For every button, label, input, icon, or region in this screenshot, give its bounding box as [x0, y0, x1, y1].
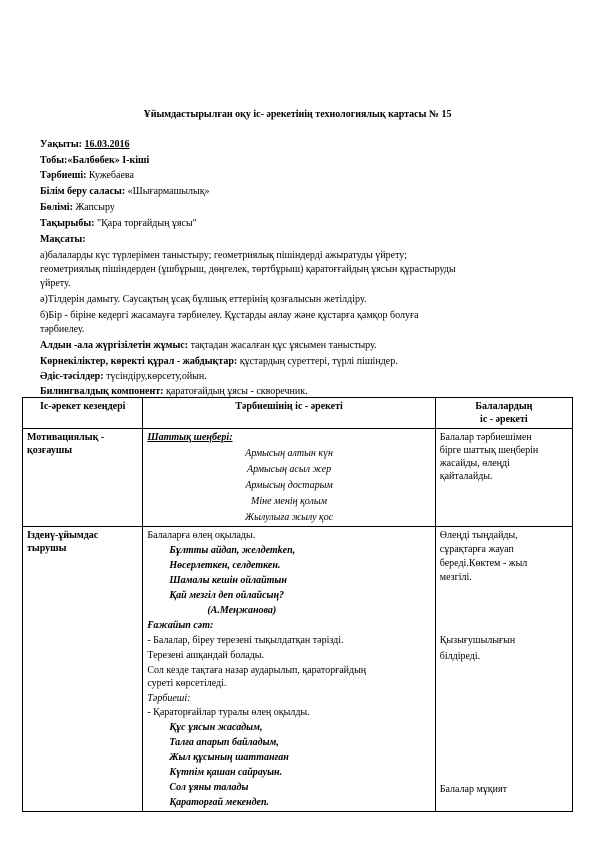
header-children [435, 398, 572, 429]
children-line: сұрақтарға жауап [439, 544, 514, 555]
teacher-line: суреті көрсетіледі. [147, 678, 227, 689]
poem-line: Жылулыға жылу қос [244, 512, 334, 523]
date-label: Уақыты: [40, 139, 85, 150]
goal-a-line-3: үйрету. [40, 278, 71, 289]
teacher-line [40, 169, 560, 182]
date-value: 16.03.2016 [84, 139, 130, 150]
stage-cell [23, 527, 143, 812]
area-value: «Шығармашылық» [125, 186, 210, 197]
prelim-line [40, 339, 560, 352]
poem-line: Нөсерлеткен, селдеткен. [169, 560, 281, 571]
teacher-line: Балаларға өлең оқылады. [147, 530, 256, 541]
teacher-value: Кужебаева [86, 170, 134, 181]
bilingual-label: Билингвалдық компонент: [40, 386, 164, 397]
table-row [23, 429, 573, 527]
table-header-row [23, 398, 573, 429]
children-line: мезгілі. [439, 572, 472, 583]
group-line [40, 154, 560, 167]
poem-line: Қараторғай мекендеп. [169, 797, 270, 808]
topic-label: Тақырыбы: [40, 218, 95, 229]
teacher-label: Тәрбиеші: [40, 170, 87, 181]
stage-line: қозғаушы [27, 445, 73, 456]
teacher-cell [143, 429, 435, 527]
bilingual-value: қаратоғайдың ұясы - скворечник. [163, 386, 308, 397]
group-value: «Балбөбек» І-кіші [67, 155, 150, 166]
teacher-line: Сол кезде тақтаға назар аударылып, қараторғайдың [147, 665, 367, 676]
goal-c-line-2: тәрбиелеу. [40, 324, 85, 335]
children-line: Балалар тәрбиешімен [439, 432, 532, 443]
children-cell [435, 429, 572, 527]
poem-line: Армысың асыл жер [246, 464, 332, 475]
poem-line: Шамалы кешін ойлайтын [169, 575, 287, 586]
activity-table [22, 397, 573, 812]
goal-c-line-1: б)Бір - біріне кедергі жасамауға тәрбиелеу. Құстарды аялау және құстарға қамқор болуға [40, 310, 419, 321]
header-teacher: Тәрбиешінің іс - әрекеті [143, 398, 435, 429]
stage-cell [23, 429, 143, 527]
visual-value: құстардың суреттері, түрлі пішіндер. [237, 356, 398, 367]
children-line: Өлеңді тыңдайды, [439, 530, 518, 541]
poem-line: Армысың алтын күн [245, 448, 333, 459]
visual-label: Көрнекіліктер, көректі құрал - жабдықтар: [40, 356, 238, 367]
poem-line: Армысың достарым [245, 480, 333, 491]
stage-line: тырушы [27, 543, 67, 554]
section-line [40, 201, 560, 214]
poem-line: Күтпім қашан сайрауын. [169, 767, 283, 778]
topic-line [40, 217, 560, 230]
goal-a-line-2: геометриялық пішіндерден (ұшбұрыш, дөңгелек, төртбұрыш) қаратоғғайдың ұясын құрастыруды [40, 264, 456, 275]
goal-b-line: ә)Тілдерін дамыту. Саусақтың ұсақ бұлшық еттерінің қозғалысын жетілдіру. [40, 294, 367, 305]
teacher-heading: Шаттық шеңбері: [147, 432, 233, 443]
group-label: Тобы: [40, 155, 68, 166]
goal-a-line-1: а)балаларды күс түрлерімен таныстыру; геометриялық пішіндерді ажыратуды үйрету; [40, 250, 407, 261]
poem-line: Құс ұясын жасадым, [169, 722, 263, 733]
poem-line: Сол ұяны талады [169, 782, 249, 793]
header-children-line-2: іс - әрекеті [480, 414, 528, 425]
teacher-label: Тәрбиеші: [147, 693, 191, 704]
area-line [40, 185, 560, 198]
poem-line: Талға апарып байладым, [169, 737, 279, 748]
teacher-cell [143, 527, 435, 812]
prelim-value: тақтадан жасалған құс ұясымен таныстыру. [188, 340, 377, 351]
children-line: бірге шаттық шеңберін [439, 445, 539, 456]
children-line: береді.Көктем - жыл [439, 558, 528, 569]
section-label: Бөлімі: [40, 202, 73, 213]
magic-moment-heading: Ғажайып сәт: [147, 620, 214, 631]
teacher-line: - Қараторғайлар туралы өлең оқылды. [147, 707, 310, 718]
poem-line: Міне менің қолым [251, 496, 328, 507]
goal-label: Мақсаты: [40, 234, 86, 245]
method-label: Әдіс-тәсілдер: [40, 371, 104, 382]
topic-value: "Қара торғайдың ұясы" [94, 218, 197, 229]
section-value: Жапсыру [72, 202, 115, 213]
table-row [23, 527, 573, 812]
teacher-line: - Балалар, біреу терезені тықылдатқан тәрізді. [147, 635, 344, 646]
stage-line: Ізденү-ұйымдас [27, 530, 99, 541]
children-line: жасайды, өлеңді [439, 458, 510, 469]
teacher-line: Терезені ашқандай болады. [147, 650, 264, 661]
children-line: Балалар мұқият [439, 784, 507, 795]
document-title: Ұйымдастырылған оқу іс- әрекетінің технологиялық картасы № 15 [143, 109, 452, 120]
header-children-line-1: Балалардың [475, 401, 533, 412]
children-cell [435, 527, 572, 812]
poem-line: Қай мезгіл деп ойлайсың? [169, 590, 284, 601]
poem-line: Жыл құсының шаттанған [169, 752, 289, 763]
children-line: білдіреді. [439, 651, 481, 662]
stage-line: Мотивациялық - [27, 432, 105, 443]
area-label: Білім беру саласы: [40, 186, 126, 197]
children-line: Қызығушылығын [439, 635, 516, 646]
children-line: қайталайды. [439, 471, 493, 482]
header-stages: Іс-әрекет кезеңдері [23, 398, 143, 429]
poem-author: (А.Меңжанова) [207, 605, 277, 616]
poem-line: Бұлтты айдап, желдетken, [169, 545, 296, 556]
method-value: түсіндіру,көрсету,ойын. [103, 371, 207, 382]
visual-line [40, 355, 560, 368]
date-line [40, 138, 560, 151]
prelim-label: Алдын -ала жүргізілетін жұмыс: [40, 340, 189, 351]
method-line [40, 370, 560, 383]
